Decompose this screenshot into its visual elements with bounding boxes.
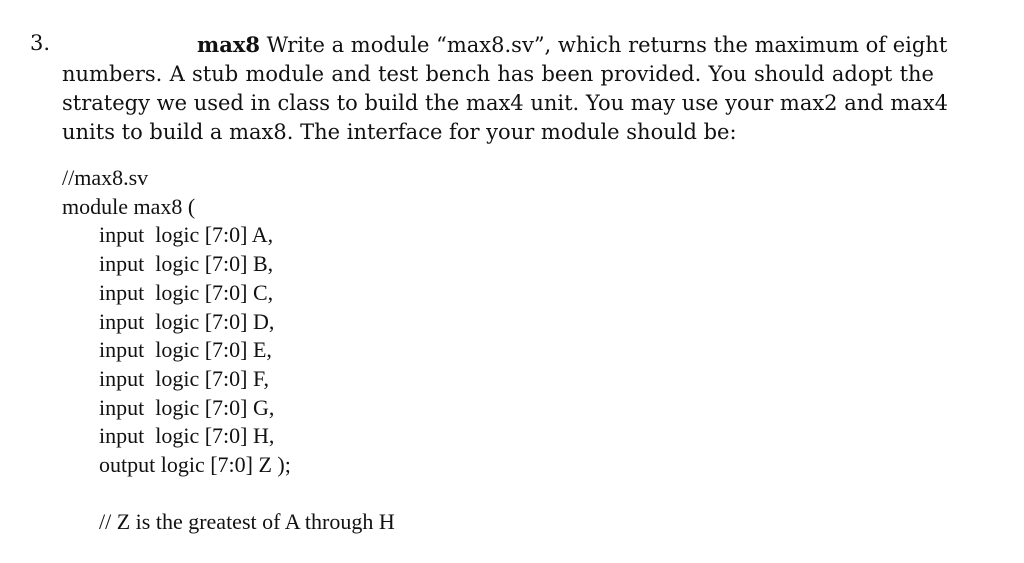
code-port-c: input logic [7:0] C, (99, 279, 274, 305)
code-port-d: input logic [7:0] D, (99, 308, 275, 334)
code-port-a: input logic [7:0] A, (99, 222, 274, 248)
problem-statement (62, 30, 949, 147)
code-listing (62, 164, 291, 480)
code-port-h: input logic [7:0] H, (99, 423, 275, 449)
code-module-declaration: module max8 ( (62, 193, 196, 219)
code-port-z: output logic [7:0] Z ); (99, 452, 291, 478)
problem-line-2: numbers. A stub module and test bench has been provided. You should adopt the (62, 62, 934, 86)
code-port-g: input logic [7:0] G, (99, 394, 275, 420)
code-port-e: input logic [7:0] E, (99, 337, 272, 363)
problem-number: 3. (30, 31, 51, 55)
code-port-f: input logic [7:0] F, (99, 365, 269, 391)
problem-line-4: units to build a max8. The interface for your module should be: (62, 120, 737, 144)
code-port-b: input logic [7:0] B, (99, 251, 274, 277)
problem-line-1-text: Write a module “max8.sv”, which returns the maximum of eight (266, 33, 948, 57)
code-trailing-comment: // Z is the greatest of A through H (99, 509, 395, 534)
code-header-comment: //max8.sv (62, 165, 149, 190)
problem-line-1 (62, 30, 948, 60)
problem-line-3: strategy we used in class to build the max4 unit. You may use your max2 and max4 (62, 91, 949, 115)
problem-title: max8 (197, 32, 260, 57)
